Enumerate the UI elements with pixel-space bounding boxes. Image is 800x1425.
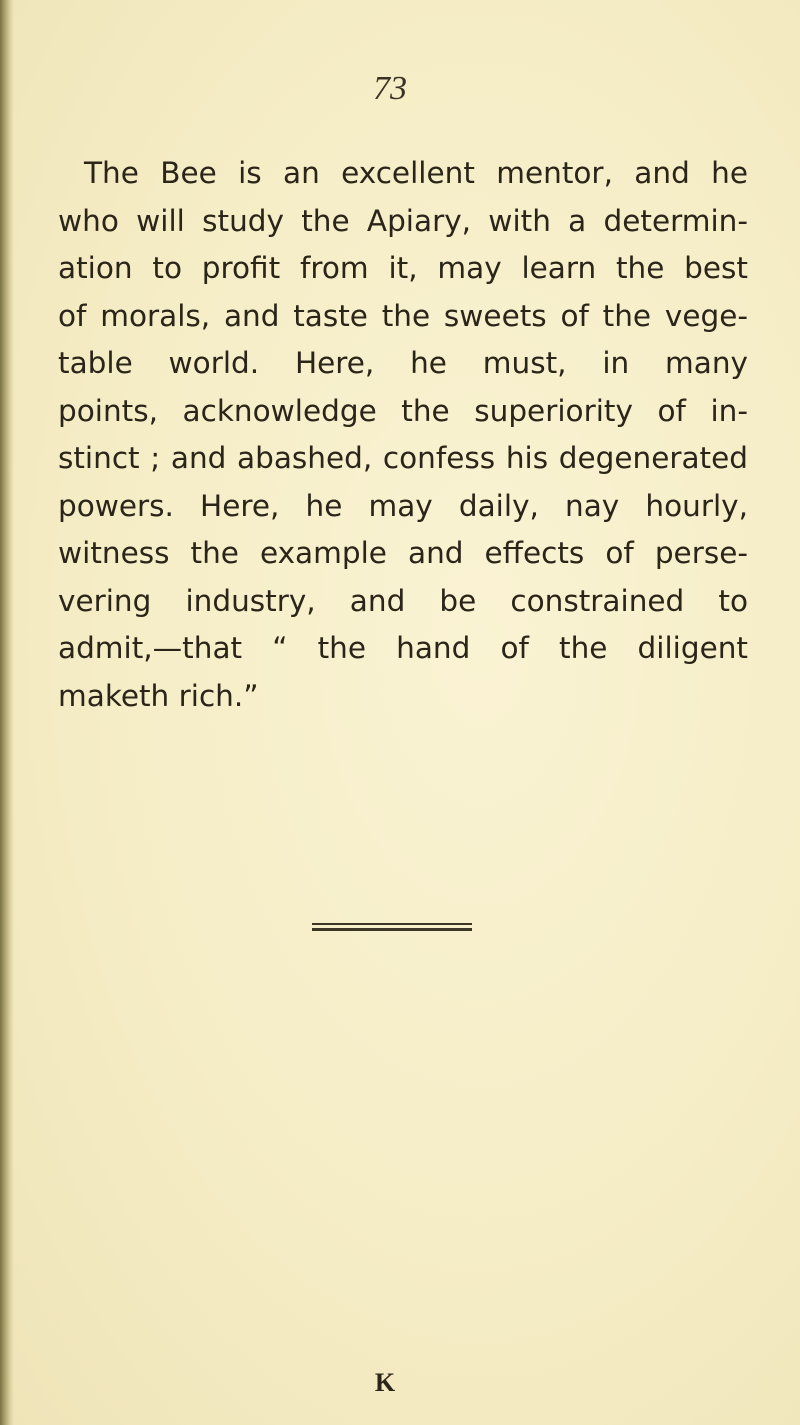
- text-line-3: ation to profit from it, may learn the best: [58, 251, 748, 285]
- text-line-10: vering industry, and be constrained to: [58, 583, 748, 618]
- text-line-7: stinct ; and abashed, confess his degenerated: [58, 441, 748, 475]
- section-divider-rule-thick: [312, 928, 472, 931]
- paragraph: [58, 150, 748, 720]
- text-line-1: The Bee is an excellent mentor, and he: [84, 156, 748, 190]
- section-divider-rule: [312, 923, 472, 925]
- text-line-5: table world. Here, he must, in many: [58, 346, 748, 380]
- page-number: 73: [373, 70, 407, 107]
- text-line-11: admit,—that “ the hand of the diligent: [58, 631, 748, 665]
- text-line-12: maketh rich.”: [58, 678, 259, 713]
- text-line-4: of morals, and taste the sweets of the vege-: [58, 298, 748, 333]
- text-line-8: powers. Here, he may daily, nay hourly,: [58, 488, 748, 523]
- text-line-6: points, acknowledge the superiority of in-: [58, 393, 748, 428]
- text-line-9: witness the example and effects of perse-: [58, 536, 748, 570]
- signature-mark: K: [374, 1368, 396, 1397]
- page-binding-edge: [0, 0, 14, 1425]
- text-line-2: who will study the Apiary, with a determin-: [58, 203, 748, 238]
